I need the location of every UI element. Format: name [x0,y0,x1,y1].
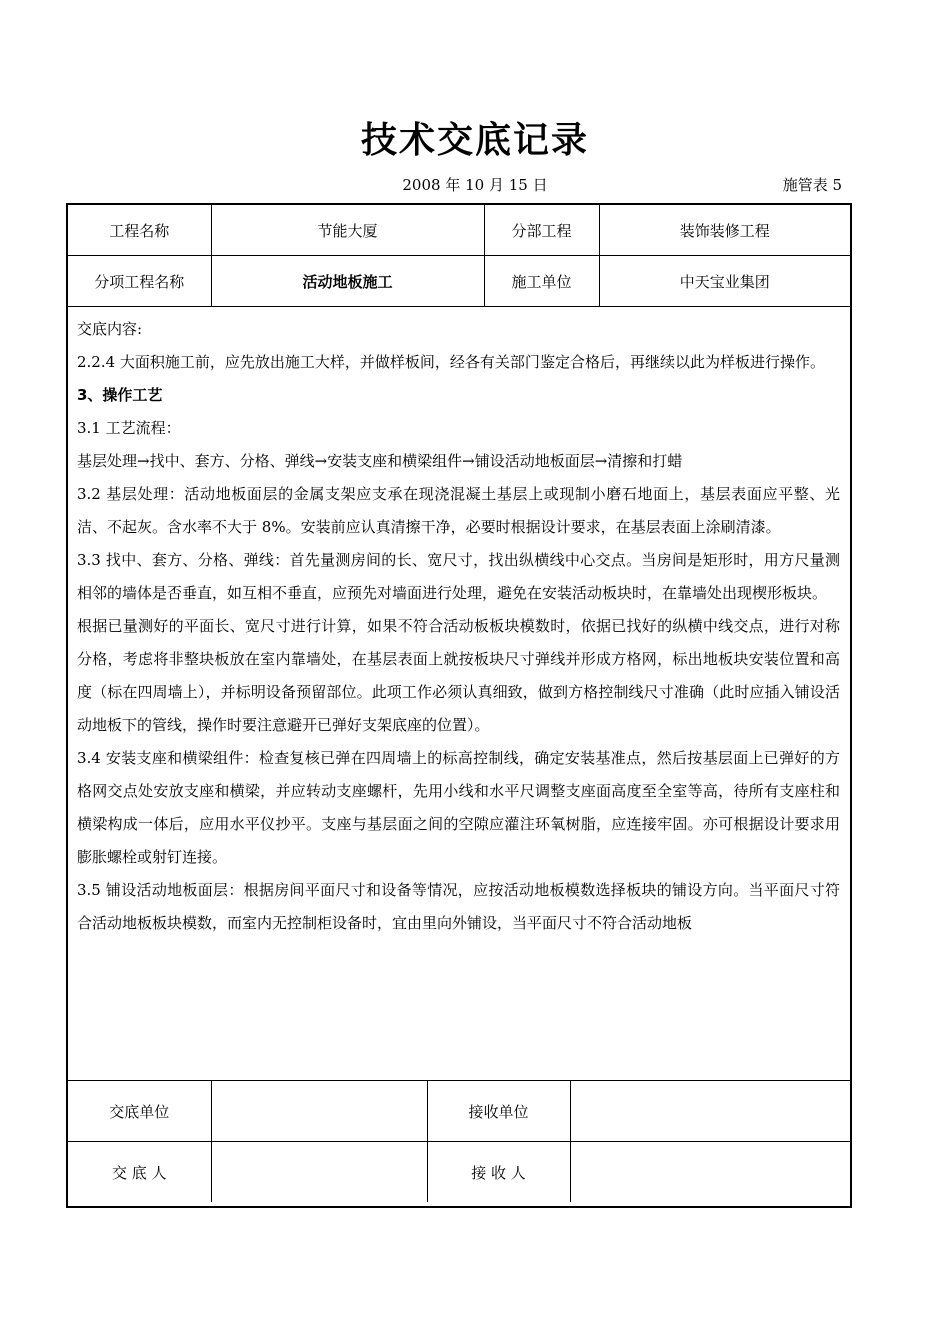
project-name-label: 工程名称 [68,205,211,256]
content-paragraph: 3.5 铺设活动地板面层：根据房间平面尺寸和设备等情况，应按活动地板模数选择板块的铺设方向。当平面尺寸符合活动地板板块模数，而室内无控制柜设备时，宜由里向外铺设，当平面尺寸不符合活动地板 [77,881,840,932]
content-paragraph: 根据已量测好的平面长、宽尺寸进行计算，如果不符合活动板板块模数时，依据已找好的纵横中线交点，进行对称分格，考虑将非整块板放在室内靠墙处，在基层表面上就按板块尺寸弹线并形成方格网，标出地板块安装位置和高度（标在四周墙上），并标明设备预留部位。此项工作必须认真细致，做到方格控制线尺寸准确（此时应插入铺设活动地板下的管线，操作时要注意避开已弹好支架底座的位置）。 [77,617,840,734]
record-form [66,203,852,1208]
record-date: 2008 年 10 月 15 日 [402,176,548,194]
subitem-value: 活动地板施工 [211,256,484,307]
signature-row-unit [68,1081,850,1142]
receiver-person-label: 接 收 人 [427,1142,570,1203]
division-label: 分部工程 [484,205,599,256]
receiver-person-value[interactable] [570,1142,850,1203]
content-heading: 交底内容: [77,320,143,338]
signature-table [68,1081,850,1202]
contractor-value: 中天宝业集团 [599,256,850,307]
content-paragraph: 3.1 工艺流程： [77,419,181,437]
briefing-content [68,307,850,1081]
content-paragraph: 3.3 找中、套方、分格、弹线：首先量测房间的长、宽尺寸，找出纵横线中心交点。当房间是矩形时，用方尺量测相邻的墙体是否垂直，如互相不垂直，应预先对墙面进行处理，避免在安装活动板块时，在靠墙处出现楔形板块。 [77,551,840,602]
subitem-label: 分项工程名称 [68,256,211,307]
receiver-unit-label: 接收单位 [427,1081,570,1142]
project-name-value: 节能大厦 [211,205,484,256]
header-row-project [68,205,850,256]
form-number: 施管表 5 [782,176,842,194]
process-flow: 基层处理→找中、套方、分格、弹线→安装支座和横梁组件→铺设活动地板面层→清擦和打蜡 [77,452,683,470]
division-value: 装饰装修工程 [599,205,850,256]
header-row-subitem [68,256,850,307]
section-heading: 3、操作工艺 [77,386,163,404]
header-table [68,205,850,307]
content-paragraph: 3.4 安装支座和横梁组件：检查复核已弹在四周墙上的标高控制线，确定安装基准点，然后按基层面上已弹好的方格网交点处安放支座和横梁，并应转动支座螺杆，先用小线和水平尺调整支座面高度至全室等高，待所有支座柱和横梁构成一体后，应用水平仪抄平。支座与基层面之间的空隙应灌注环氧树脂，应连接牢固。亦可根据设计要求用膨胀螺栓或射钉连接。 [77,749,840,866]
page-title: 技术交底记录 [360,120,589,161]
contractor-label: 施工单位 [484,256,599,307]
content-paragraph: 3.2 基层处理：活动地板面层的金属支架应支承在现浇混凝土基层上或现制小磨石地面上，基层表面应平整、光洁、不起灰。含水率不大于 8%。安装前应认真清擦干净，必要时根据设计要求，在基层表面上涂刷清漆。 [77,485,840,536]
issuer-person-label: 交 底 人 [68,1142,211,1203]
issuer-unit-label: 交底单位 [68,1081,211,1142]
receiver-unit-value[interactable] [570,1081,850,1142]
issuer-unit-value[interactable] [211,1081,427,1142]
signature-row-person [68,1142,850,1203]
issuer-person-value[interactable] [211,1142,427,1203]
content-paragraph: 2.2.4 大面积施工前，应先放出施工大样，并做样板间，经各有关部门鉴定合格后，再继续以此为样板进行操作。 [77,353,825,371]
